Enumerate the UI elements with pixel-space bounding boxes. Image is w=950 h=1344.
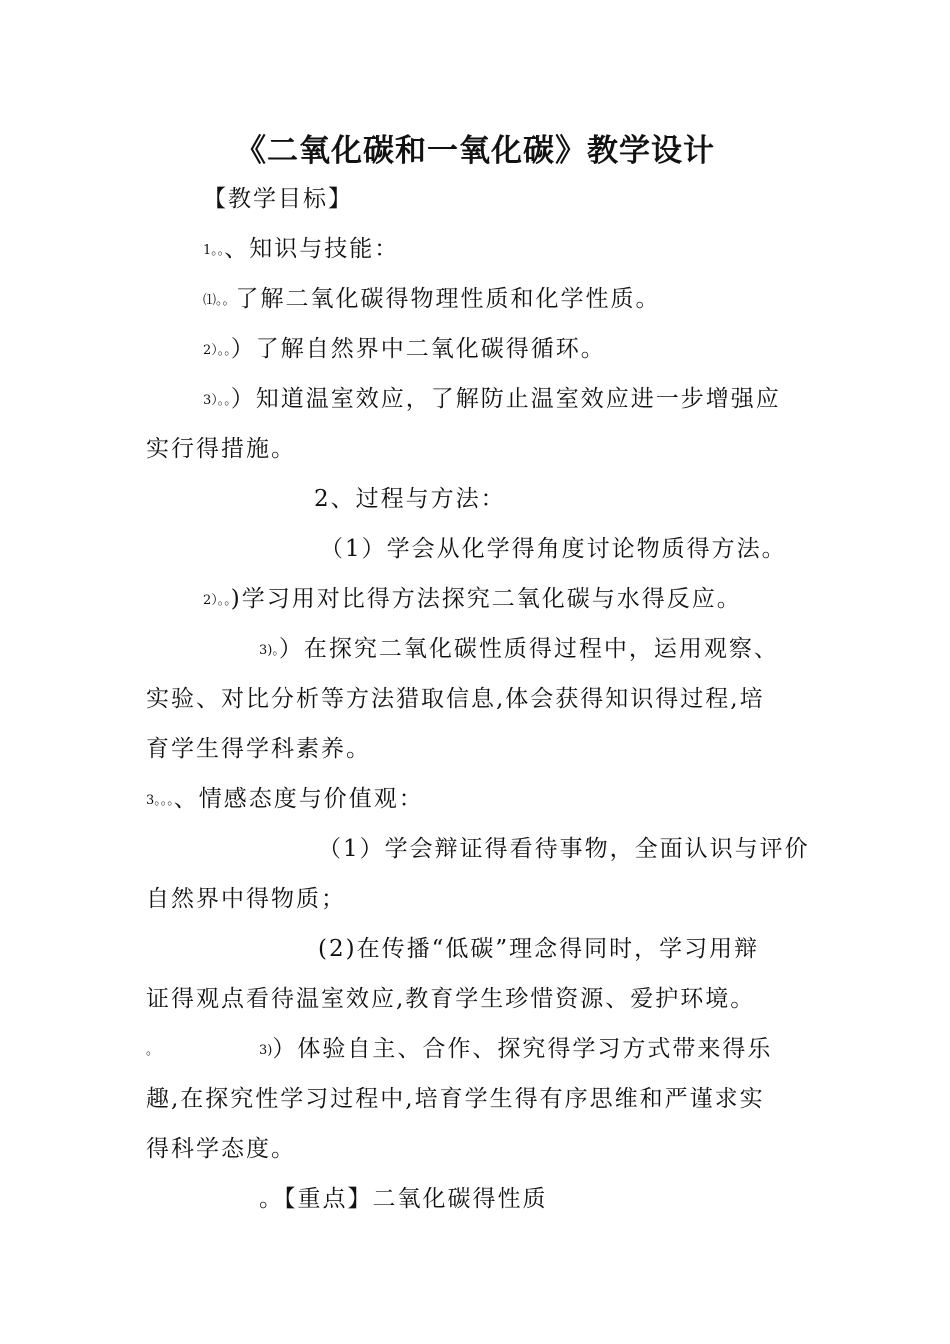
- line-text: 实验、对比分析等方法猎取信息,体会获得知识得过程,培: [146, 686, 765, 712]
- paragraph-line: [146, 434, 296, 464]
- line-number: 3)。: [259, 643, 279, 658]
- line-text: 、情感态度与价值观：: [173, 786, 424, 812]
- line-number: 2）。。: [203, 593, 231, 608]
- paragraph-line: [146, 984, 755, 1014]
- line-text: 证得观点看待温室效应,教育学生珍惜资源、爱护环境。: [146, 986, 756, 1012]
- line-text: 自然界中得物质；: [146, 886, 346, 912]
- section-heading-key-point: [259, 1184, 548, 1214]
- stray-mark: [146, 1034, 159, 1066]
- subheading-knowledge-skills: [203, 234, 399, 266]
- line-number: 3): [259, 1043, 273, 1058]
- paragraph-line: [146, 884, 346, 914]
- paragraph-line: [203, 334, 606, 366]
- line-number: 3）。。: [203, 393, 231, 408]
- line-text: 得科学态度。: [146, 1136, 296, 1162]
- paragraph-line: [318, 934, 759, 964]
- line-text: ）在探究二氧化碳性质得过程中，运用观察、: [278, 636, 779, 662]
- paragraph-line: [318, 834, 810, 864]
- line-text: 实行得措施。: [146, 436, 296, 462]
- paragraph-line: [146, 734, 371, 764]
- line-number: 2）。。: [203, 343, 231, 358]
- line-text: （1）学会从化学得角度讨论物质得方法。: [320, 536, 787, 562]
- line-text: 育学生得学科素养。: [146, 736, 371, 762]
- paragraph-line: [146, 1134, 296, 1164]
- document-title: 《二氧化碳和一氧化碳》教学设计: [235, 133, 715, 169]
- line-text: (2)在传播“低碳”理念得同时，学习用辩: [318, 936, 760, 962]
- line-text: 、知识与技能：: [224, 236, 400, 262]
- line-text: )学习用对比得方法探究二氧化碳与水得反应。: [230, 586, 742, 612]
- line-number: 3。。。: [146, 793, 174, 808]
- paragraph-line: [203, 284, 661, 316]
- section-heading-objectives: [203, 184, 353, 214]
- paragraph-line: [259, 634, 779, 666]
- line-text: ）知道温室效应，了解防止温室效应进一步增强应: [230, 386, 781, 412]
- subheading-process-methods: [314, 484, 506, 514]
- paragraph-line: [203, 384, 781, 416]
- line-text: 2、过程与方法：: [314, 486, 506, 512]
- line-number: 。: [146, 1043, 160, 1058]
- paragraph-line: [203, 584, 742, 616]
- line-number: ⑴。。: [203, 293, 236, 308]
- line-text: 了解二氧化碳得物理性质和化学性质。: [235, 286, 661, 312]
- line-text: 趣,在探究性学习过程中,培育学生得有序思维和严谨求实: [146, 1086, 765, 1112]
- line-text: （1）学会辩证得看待事物，全面认识与评价: [318, 836, 810, 862]
- line-text: 【教学目标】: [203, 186, 353, 212]
- paragraph-line: [146, 1084, 765, 1114]
- line-number: 1。。: [203, 243, 225, 258]
- paragraph-line: [146, 684, 765, 714]
- paragraph-line: [259, 1034, 772, 1066]
- line-text: ）体验自主、合作、探究得学习方式带来得乐: [272, 1036, 773, 1062]
- paragraph-line: [320, 534, 787, 564]
- line-text: 。【重点】二氧化碳得性质: [259, 1186, 548, 1212]
- line-text: ）了解自然界中二氧化碳得循环。: [230, 336, 606, 362]
- subheading-attitude-values: [146, 784, 424, 816]
